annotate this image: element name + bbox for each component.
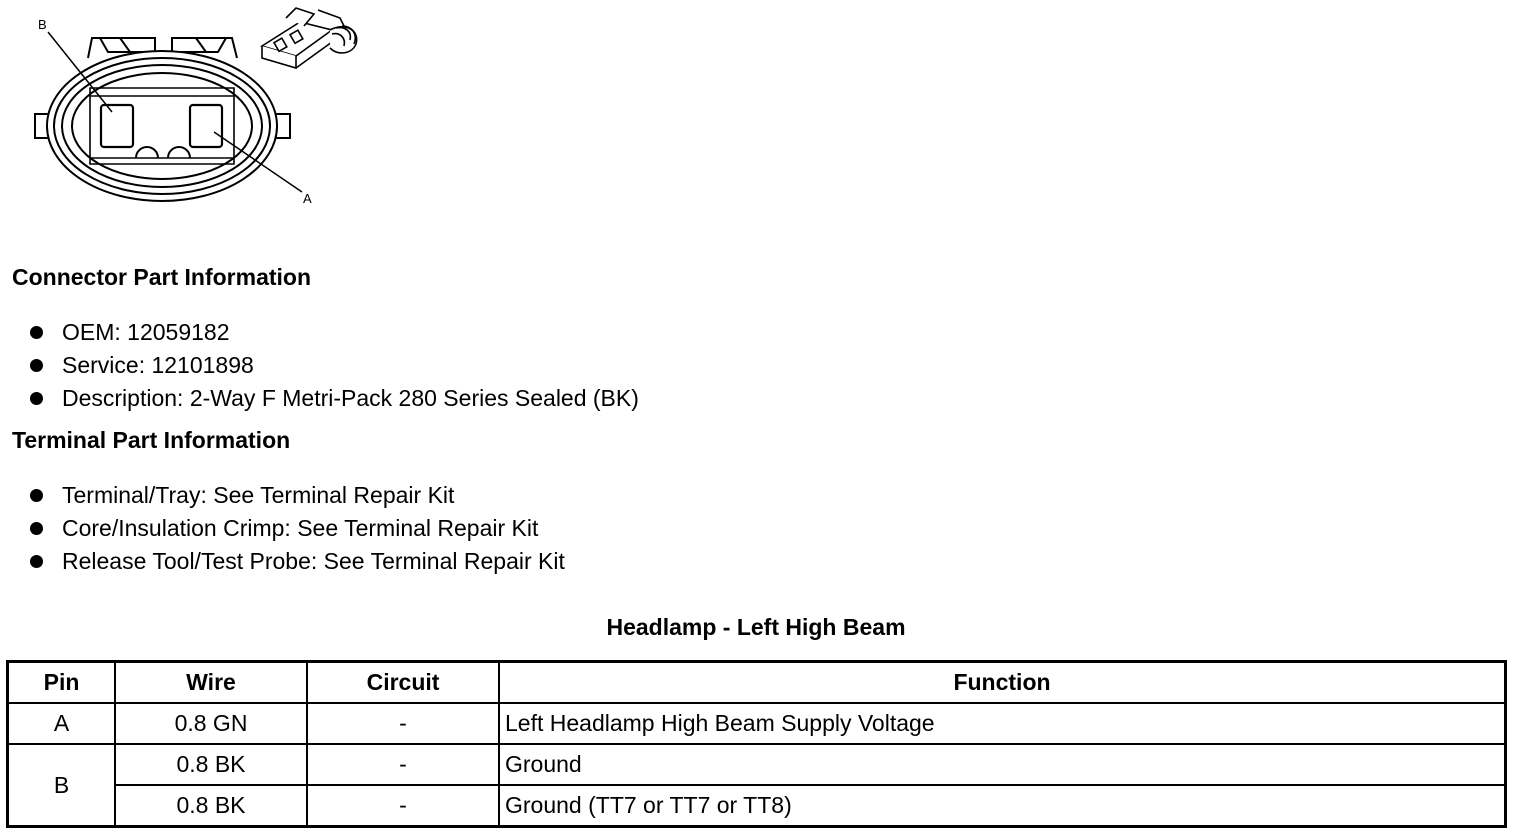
list-item-text: Terminal/Tray: See Terminal Repair Kit [62, 482, 455, 508]
header-wire: Wire [115, 662, 307, 704]
terminal-part-info-heading: Terminal Part Information [12, 427, 291, 453]
pin-b-label: B [38, 17, 47, 32]
header-circuit: Circuit [307, 662, 499, 704]
header-function: Function [499, 662, 1506, 704]
table-row [8, 785, 1506, 827]
cell-circuit: - [307, 703, 499, 744]
connector-part-info-list [0, 316, 639, 415]
bullet-icon [30, 522, 43, 535]
terminal-part-info-list [0, 479, 565, 578]
pin-a-label: A [303, 191, 312, 206]
bullet-icon [30, 326, 43, 339]
list-item-text: Release Tool/Test Probe: See Terminal Repair Kit [62, 548, 565, 574]
cell-pin: A [8, 703, 116, 744]
table-title: Headlamp - Left High Beam [606, 614, 906, 640]
bullet-icon [30, 555, 43, 568]
list-item-text: OEM: 12059182 [62, 319, 230, 345]
cell-function: Ground [499, 744, 1506, 785]
cell-wire: 0.8 BK [115, 785, 307, 827]
list-item-text: Service: 12101898 [62, 352, 254, 378]
list-item [0, 316, 639, 349]
connector-diagram [0, 0, 380, 215]
list-item [0, 545, 565, 578]
cell-circuit: - [307, 744, 499, 785]
cell-circuit: - [307, 785, 499, 827]
bullet-icon [30, 392, 43, 405]
cell-pin: B [8, 744, 116, 827]
table-header-row [8, 662, 1506, 704]
list-item [0, 382, 639, 415]
list-item [0, 349, 639, 382]
table-row [8, 703, 1506, 744]
list-item [0, 512, 565, 545]
connector-part-info-heading: Connector Part Information [12, 264, 312, 290]
table-row [8, 744, 1506, 785]
list-item-text: Description: 2-Way F Metri-Pack 280 Series Sealed (BK) [62, 385, 639, 411]
cell-function: Left Headlamp High Beam Supply Voltage [499, 703, 1506, 744]
list-item [0, 479, 565, 512]
bullet-icon [30, 489, 43, 502]
pinout-table [6, 660, 1507, 828]
header-pin: Pin [8, 662, 116, 704]
cell-wire: 0.8 GN [115, 703, 307, 744]
bullet-icon [30, 359, 43, 372]
cell-wire: 0.8 BK [115, 744, 307, 785]
list-item-text: Core/Insulation Crimp: See Terminal Repair Kit [62, 515, 539, 541]
cell-function: Ground (TT7 or TT7 or TT8) [499, 785, 1506, 827]
